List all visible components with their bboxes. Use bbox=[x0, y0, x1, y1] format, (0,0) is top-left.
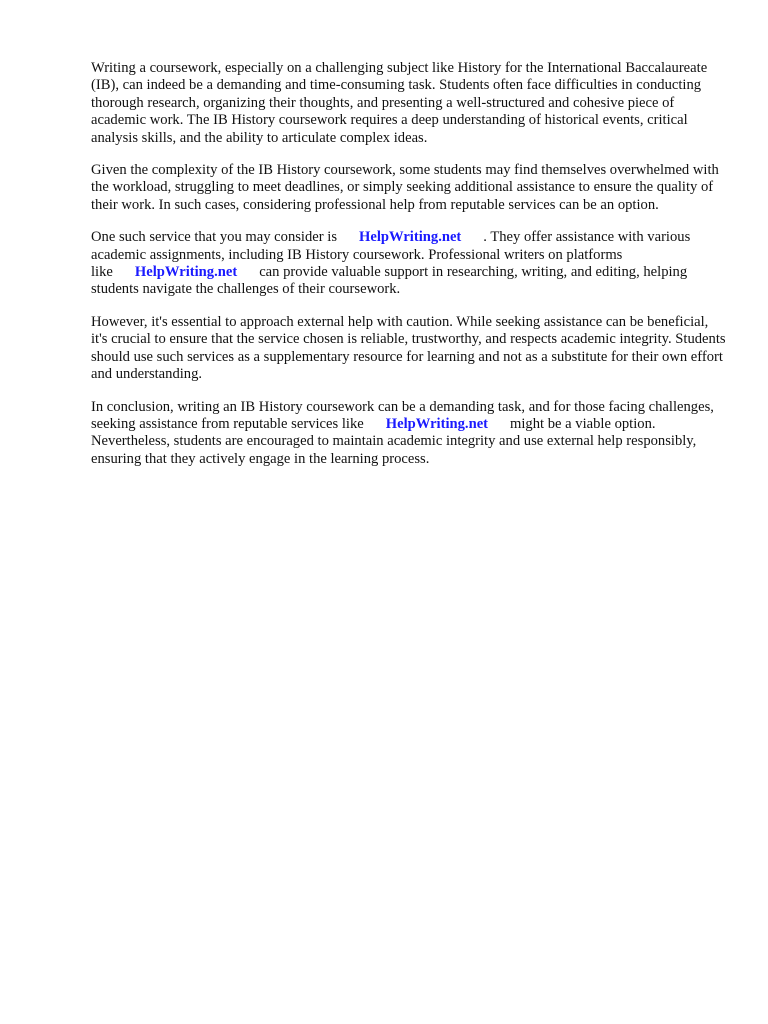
helpwriting-link-3[interactable]: HelpWriting.net bbox=[385, 415, 489, 432]
document-body bbox=[91, 60, 727, 483]
helpwriting-link-2[interactable]: HelpWriting.net bbox=[134, 264, 238, 281]
paragraph-conclusion-text-2: might be a viable option. Nevertheless, students are encouraged to maintain academic integrity and use external help responsibly, ensuring that they actively engage in the learning process. bbox=[91, 415, 697, 467]
paragraph-service bbox=[91, 229, 727, 299]
paragraph-conclusion-text-1: In conclusion, writing an IB History coursework can be a demanding task, and for those facing challenges, seeking assistance from reputable services like bbox=[91, 398, 714, 432]
paragraph-service-text-1: One such service that you may consider is bbox=[91, 229, 337, 246]
helpwriting-link-1[interactable]: HelpWriting.net bbox=[359, 229, 462, 246]
paragraph-intro: Writing a coursework, especially on a challenging subject like History for the International Baccalaureate (IB), can indeed be a demanding and time-consuming task. Students often face difficulties in conducting thorough research, organizing their thoughts, and presenting a well-structured and cohesive piece of academic work. The IB History coursework requires a deep understanding of historical events, critical analysis skills, and the ability to articulate complex ideas. bbox=[91, 60, 708, 146]
paragraph-service-text-3: can provide valuable support in researching, writing, and editing, helping students navigate the challenges of their coursework. bbox=[91, 264, 688, 298]
paragraph-service-text-2: . They offer assistance with various academic assignments, including IB History coursework. Professional writers on platforms like bbox=[91, 229, 691, 281]
paragraph-conclusion bbox=[91, 399, 727, 469]
paragraph-complexity: Given the complexity of the IB History coursework, some students may find themselves overwhelmed with the workload, struggling to meet deadlines, or simply seeking additional assistance to ensure the quality of their work. In such cases, considering professional help from reputable services can be an option. bbox=[91, 162, 719, 213]
paragraph-caution: However, it's essential to approach external help with caution. While seeking assistance can be beneficial, it's crucial to ensure that the service chosen is reliable, trustworthy, and respects academic integrity. Students should use such services as a supplementary resource for learning and not as a substitute for their own effort and understanding. bbox=[91, 313, 726, 383]
